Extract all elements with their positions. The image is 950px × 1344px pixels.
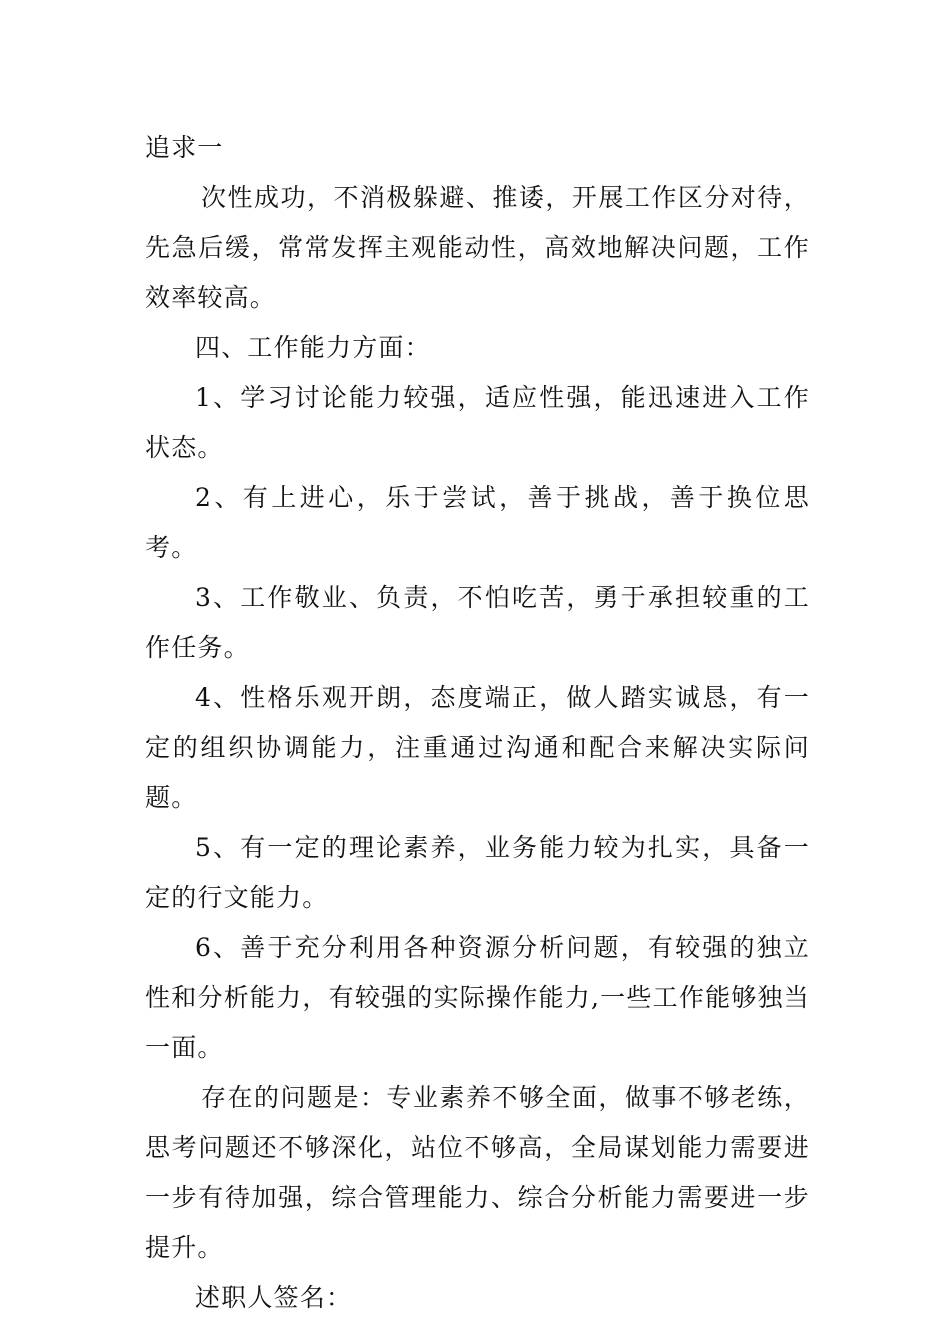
- list-item-3: 3、工作敬业、负责，不怕吃苦，勇于承担较重的工作任务。: [145, 583, 810, 662]
- list-item-6: 6、善于充分利用各种资源分析问题，有较强的独立性和分析能力，有较强的实际操作能力,一些工作能够独当一面。: [145, 933, 810, 1062]
- document-body: [145, 123, 810, 1323]
- paragraph-continuation-fragment: 追求一: [145, 133, 224, 162]
- list-item-5: 5、有一定的理论素养，业务能力较为扎实，具备一定的行文能力。: [145, 833, 810, 912]
- paragraph-work-efficiency: 次性成功，不消极躲避、推诿，开展工作区分对待，先急后缓，常常发挥主观能动性，高效地解决问题，工作效率较高。: [145, 183, 810, 312]
- list-item-4: 4、性格乐观开朗，态度端正，做人踏实诚恳，有一定的组织协调能力，注重通过沟通和配合来解决实际问题。: [145, 683, 810, 812]
- signature-line: 述职人签名：: [195, 1283, 353, 1312]
- section-heading-work-ability: 四、工作能力方面：: [195, 333, 431, 362]
- list-item-1: 1、学习讨论能力较强，适应性强，能迅速进入工作状态。: [145, 383, 810, 462]
- list-item-2: 2、有上进心，乐于尝试，善于挑战，善于换位思考。: [145, 483, 810, 562]
- paragraph-existing-problems: 存在的问题是：专业素养不够全面，做事不够老练，思考问题还不够深化，站位不够高，全局谋划能力需要进一步有待加强，综合管理能力、综合分析能力需要进一步提升。: [145, 1083, 810, 1262]
